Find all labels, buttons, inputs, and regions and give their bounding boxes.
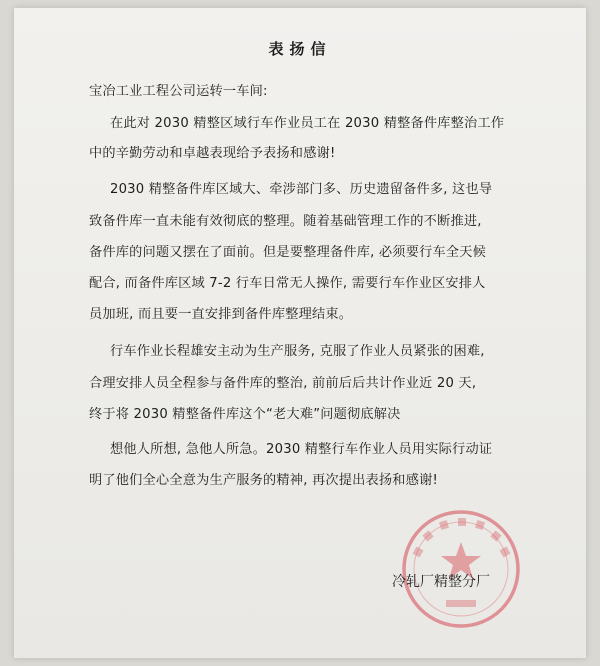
company-seal — [400, 508, 522, 630]
paragraph-4-line-1: 想他人所想, 急他人所急。2030 精整行车作业人员用实际行动证 — [110, 442, 493, 457]
paragraph-4-line-2: 明了他们全心全意为生产服务的精神, 再次提出表扬和感谢! — [89, 473, 438, 488]
paragraph-3-line-1: 行车作业长程雄安主动为生产服务, 克服了作业人员紧张的困难, — [110, 344, 485, 359]
paragraph-3-line-2: 合理安排人员全程参与备件库的整治, 前前后后共计作业近 20 天, — [89, 376, 477, 391]
letter-page — [14, 8, 586, 658]
paragraph-2-line-5: 员加班, 而且要一直安排到备件库整理结束。 — [89, 307, 353, 322]
paragraph-2-line-4: 配合, 而备件库区域 7-2 行车日常无人操作, 需要行车作业区安排人 — [89, 276, 486, 291]
paragraph-3-line-3: 终于将 2030 精整备件库这个“老大难”问题彻底解决 — [89, 407, 401, 422]
paragraph-2-line-3: 备件库的问题又摆在了面前。但是要整理备件库, 必须要行车全天候 — [89, 245, 487, 260]
paragraph-1-line-2: 中的辛勤劳动和卓越表现给予表扬和感谢! — [89, 146, 336, 161]
signature: 冷轧厂精整分厂 — [392, 574, 490, 590]
paragraph-2-line-2: 致备件库一直未能有效彻底的整理。随着基础管理工作的不断推进, — [89, 214, 482, 229]
paragraph-1-line-1: 在此对 2030 精整区域行车作业员工在 2030 精整备件库整治工作 — [110, 116, 505, 131]
salutation: 宝冶工业工程公司运转一车间: — [89, 84, 268, 99]
paragraph-2-line-1: 2030 精整备件库区域大、牵涉部门多、历史遗留备件多, 这也导 — [110, 182, 493, 197]
letter-title: 表扬信 — [268, 40, 332, 58]
